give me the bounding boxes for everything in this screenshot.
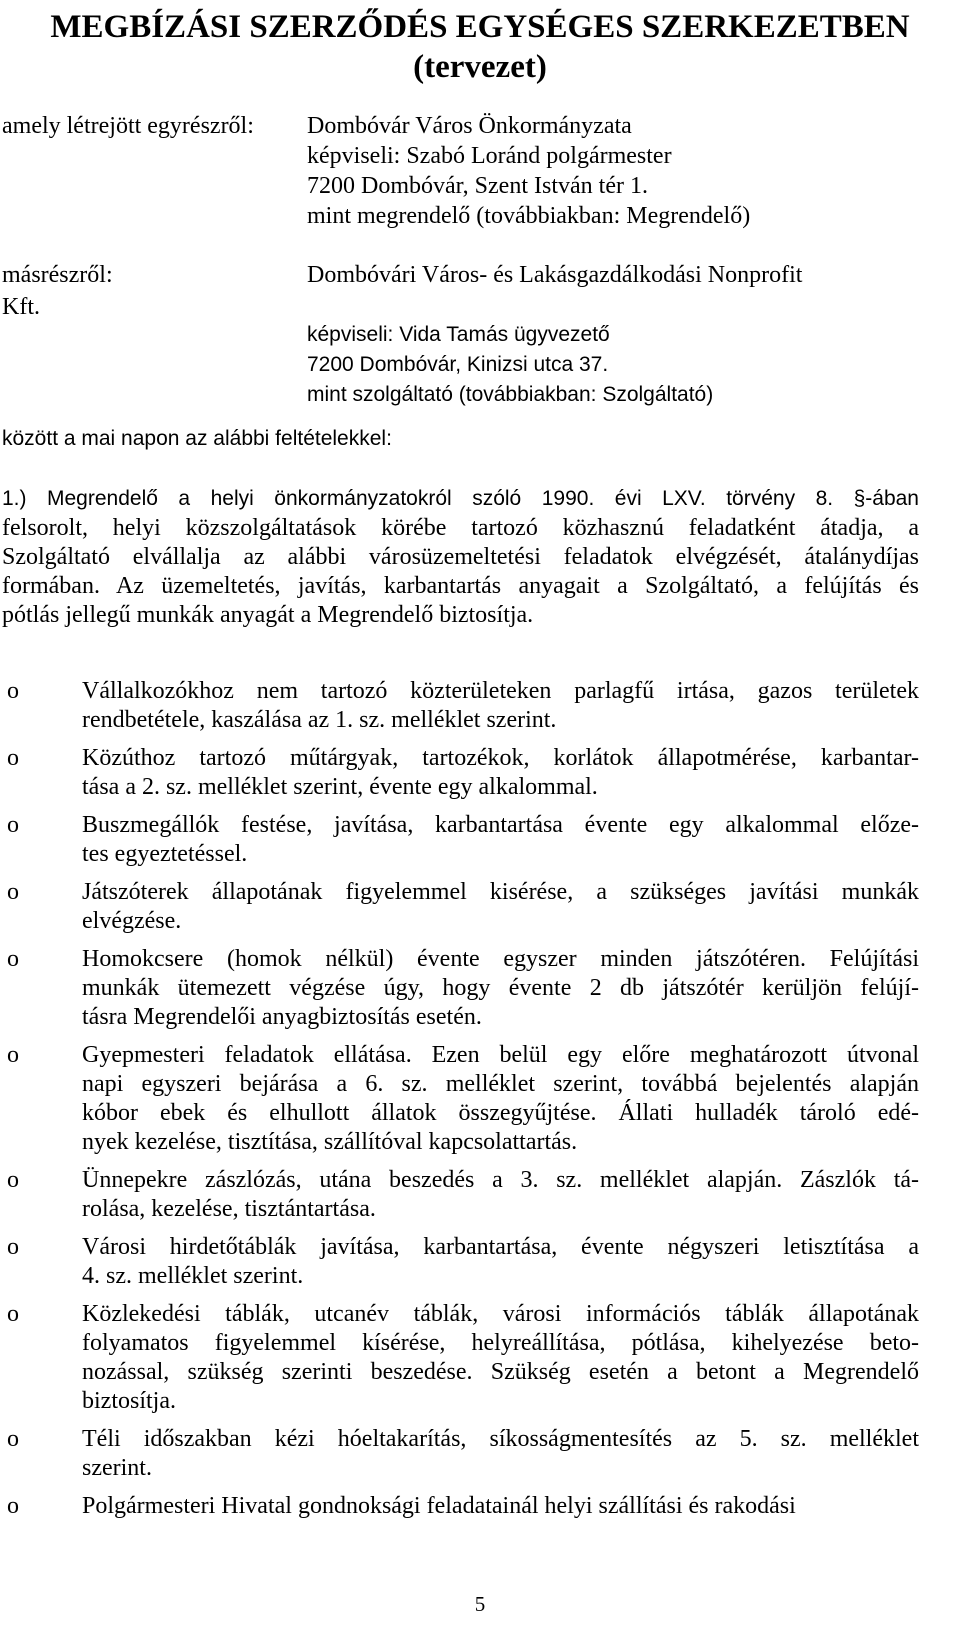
section1-line: Szolgáltató elvállalja az alábbi városüzemeltetési feladatok elvégzését, átalánydíjas [2, 544, 919, 570]
task-list-line: Téli időszakban kézi hóeltakarítás, síkosságmentesítés az 5. sz. melléklet [82, 1426, 919, 1452]
task-list-line: rendbetétele, kaszálása az 1. sz. melléklet szerint. [82, 707, 557, 733]
bullet-marker: o [7, 1042, 19, 1068]
task-list-item [2, 677, 919, 735]
bullet-marker: o [7, 1301, 19, 1327]
section1-line: pótlás jellegű munkák anyagát a Megrendelő biztosítja. [2, 602, 534, 628]
task-list-line: munkák ütemezett végzése úgy, hogy évente 2 db játszótér kerüljön felújí- [82, 975, 919, 1001]
task-list-item [2, 1492, 919, 1521]
task-list-item [2, 878, 919, 936]
task-list-line: Vállalkozókhoz nem tartozó közterületeken parlagfű irtása, gazos területek [82, 678, 919, 704]
task-list-item [2, 945, 919, 1032]
document-title: MEGBÍZÁSI SZERZŐDÉS EGYSÉGES SZERKEZETBEN [50, 9, 910, 45]
bullet-marker: o [7, 1493, 19, 1519]
party1-address: 7200 Dombóvár, Szent István tér 1. [307, 173, 648, 199]
party1-name: Dombóvár Város Önkormányzata [307, 113, 632, 139]
task-list-item [2, 1041, 919, 1157]
bullet-marker: o [7, 879, 19, 905]
party2-name: Dombóvári Város- és Lakásgazdálkodási Nonprofit [307, 262, 803, 288]
bullet-marker: o [7, 1167, 19, 1193]
task-list-line: elvégzése. [82, 908, 182, 934]
task-list-line: tása a 2. sz. melléklet szerint, évente egy alkalommal. [82, 774, 598, 800]
party1-representative: képviseli: Szabó Loránd polgármester [307, 143, 672, 169]
bullet-marker: o [7, 812, 19, 838]
bullet-marker: o [7, 1426, 19, 1452]
between-text: között a mai napon az alábbi feltételekkel: [2, 427, 392, 450]
task-list-line: Gyepmesteri feladatok ellátása. Ezen belül egy előre meghatározott útvonal [82, 1042, 919, 1068]
bullet-marker: o [7, 1234, 19, 1260]
task-list-line: 4. sz. melléklet szerint. [82, 1263, 304, 1289]
task-list-item [2, 1425, 919, 1483]
document-subtitle: (tervezet) [413, 49, 547, 85]
task-list-line: kóbor ebek és elhullott állatok összegyűjtése. Állati hulladék tároló edé- [82, 1100, 919, 1126]
section1-line: felsorolt, helyi közszolgáltatások körébe tartozó közhasznú feladatként átadja, a [2, 515, 919, 541]
bullet-marker: o [7, 946, 19, 972]
task-list-line: tes egyeztetéssel. [82, 841, 248, 867]
task-list [2, 677, 919, 1530]
party2-role: mint szolgáltató (továbbiakban: Szolgáltató) [307, 383, 714, 406]
page-number: 5 [474, 1592, 486, 1616]
bullet-marker: o [7, 678, 19, 704]
task-list-line: rolása, kezelése, tisztántartása. [82, 1196, 376, 1222]
task-list-line: Ünnepekre zászlózás, utána beszedés a 3. sz. melléklet alapján. Zászlók tá- [82, 1167, 919, 1193]
task-list-line: Közlekedési táblák, utcanév táblák, városi információs táblák állapotának [82, 1301, 919, 1327]
task-list-line: nozással, szükség szerinti beszedése. Szükség esetén a betont a Megrendelő [82, 1359, 919, 1385]
party1-role: mint megrendelő (továbbiakban: Megrendelő) [307, 203, 751, 229]
task-list-item [2, 744, 919, 802]
task-list-item [2, 811, 919, 869]
task-list-line: Homokcsere (homok nélkül) évente egyszer minden játszótéren. Felújítási [82, 946, 919, 972]
task-list-line: nyek kezelése, tisztítása, szállítóval kapcsolattartás. [82, 1129, 578, 1155]
section1-heading: 1.) Megrendelő a helyi önkormányzatokról szóló 1990. évi LXV. törvény 8. §-ában [2, 487, 919, 510]
task-list-line: folyamatos figyelemmel kísérése, helyreállítása, pótlása, kihelyezése beto- [82, 1330, 919, 1356]
task-list-item [2, 1233, 919, 1291]
party2-address: 7200 Dombóvár, Kinizsi utca 37. [307, 353, 609, 376]
task-list-item [2, 1300, 919, 1416]
task-list-line: Városi hirdetőtáblák javítása, karbantartása, évente négyszeri letisztítása a [82, 1234, 919, 1260]
party2-label: másrészről: [2, 262, 113, 288]
task-list-line: Játszóterek állapotának figyelemmel kisérése, a szükséges javítási munkák [82, 879, 919, 905]
party2-representative: képviseli: Vida Tamás ügyvezető [307, 323, 610, 346]
section1-body [2, 514, 919, 630]
task-list-line: Buszmegállók festése, javítása, karbantartása évente egy alkalommal előze- [82, 812, 919, 838]
task-list-line: Közúthoz tartozó műtárgyak, tartozékok, korlátok állapotmérése, karbantar- [82, 745, 919, 771]
party1-label: amely létrejött egyrészről: [2, 113, 254, 139]
task-list-line: Polgármesteri Hivatal gondnoksági feladatainál helyi szállítási és rakodási [82, 1493, 796, 1519]
party2-label-cont: Kft. [2, 294, 40, 320]
task-list-item [2, 1166, 919, 1224]
task-list-line: napi egyszeri bejárása a 6. sz. melléklet szerint, továbbá bejelentés alapján [82, 1071, 919, 1097]
task-list-line: szerint. [82, 1455, 152, 1481]
bullet-marker: o [7, 745, 19, 771]
task-list-line: tásra Megrendelői anyagbiztosítás esetén. [82, 1004, 482, 1030]
section1-paragraph [2, 484, 919, 514]
section1-line: formában. Az üzemeltetés, javítás, karbantartás anyagait a Szolgáltató, a felújítás és [2, 573, 919, 599]
task-list-line: biztosítja. [82, 1388, 176, 1414]
